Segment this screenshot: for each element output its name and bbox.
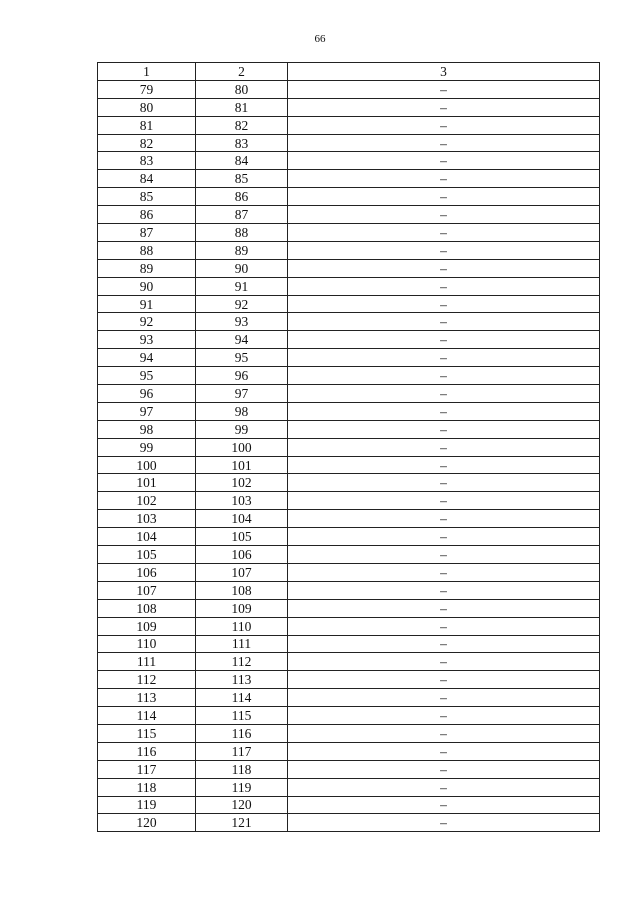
table-cell-col-1: 111 <box>98 653 196 671</box>
table-cell-col-1: 91 <box>98 295 196 313</box>
table-row <box>98 402 600 420</box>
table-cell-col-1: 113 <box>98 689 196 707</box>
table-cell-col-1: 110 <box>98 635 196 653</box>
table-cell-col-1: 120 <box>98 814 196 832</box>
table-row <box>98 599 600 617</box>
table-cell-col-3: – <box>288 402 600 420</box>
table-cell-col-3: – <box>288 456 600 474</box>
table-cell-col-2: 111 <box>196 635 288 653</box>
table-cell-col-2: 116 <box>196 724 288 742</box>
table-cell-col-1: 109 <box>98 617 196 635</box>
table-cell-col-3: – <box>288 474 600 492</box>
table-cell-col-3: – <box>288 742 600 760</box>
table-cell-col-3: – <box>288 259 600 277</box>
table-cell-col-1: 118 <box>98 778 196 796</box>
table-cell-col-1: 84 <box>98 170 196 188</box>
table-cell-col-1: 92 <box>98 313 196 331</box>
table-cell-col-1: 100 <box>98 456 196 474</box>
table-cell-col-3: – <box>288 707 600 725</box>
table-body <box>98 80 600 831</box>
table-cell-col-2: 119 <box>196 778 288 796</box>
table-cell-col-1: 86 <box>98 206 196 224</box>
table-cell-col-1: 101 <box>98 474 196 492</box>
table-cell-col-3: – <box>288 617 600 635</box>
table-cell-col-2: 95 <box>196 349 288 367</box>
table-cell-col-2: 99 <box>196 420 288 438</box>
table-cell-col-3: – <box>288 385 600 403</box>
table-cell-col-2: 90 <box>196 259 288 277</box>
table-row <box>98 796 600 814</box>
table-row <box>98 510 600 528</box>
table-row <box>98 689 600 707</box>
table-cell-col-2: 91 <box>196 277 288 295</box>
table-cell-col-2: 87 <box>196 206 288 224</box>
table-cell-col-2: 94 <box>196 331 288 349</box>
table-cell-col-1: 83 <box>98 152 196 170</box>
table-cell-col-3: – <box>288 98 600 116</box>
table-cell-col-3: – <box>288 277 600 295</box>
table-cell-col-1: 117 <box>98 760 196 778</box>
table-row <box>98 778 600 796</box>
table-cell-col-3: – <box>288 814 600 832</box>
table-row <box>98 80 600 98</box>
table-cell-col-1: 119 <box>98 796 196 814</box>
table-row <box>98 349 600 367</box>
column-header-3: 3 <box>288 63 600 81</box>
table-cell-col-1: 116 <box>98 742 196 760</box>
table-row <box>98 760 600 778</box>
table-cell-col-3: – <box>288 206 600 224</box>
table-row <box>98 528 600 546</box>
data-table <box>97 62 600 832</box>
table-cell-col-2: 105 <box>196 528 288 546</box>
table-cell-col-1: 89 <box>98 259 196 277</box>
table-row <box>98 814 600 832</box>
table-cell-col-2: 82 <box>196 116 288 134</box>
table-cell-col-3: – <box>288 599 600 617</box>
table-cell-col-3: – <box>288 188 600 206</box>
table-cell-col-1: 108 <box>98 599 196 617</box>
table-cell-col-3: – <box>288 528 600 546</box>
table-cell-col-3: – <box>288 349 600 367</box>
table-cell-col-1: 104 <box>98 528 196 546</box>
table-cell-col-2: 107 <box>196 563 288 581</box>
table-cell-col-2: 102 <box>196 474 288 492</box>
table-row <box>98 152 600 170</box>
table-row <box>98 295 600 313</box>
table-cell-col-3: – <box>288 152 600 170</box>
table-cell-col-3: – <box>288 510 600 528</box>
table-cell-col-1: 87 <box>98 224 196 242</box>
table-cell-col-1: 105 <box>98 546 196 564</box>
table-cell-col-3: – <box>288 295 600 313</box>
table-cell-col-1: 80 <box>98 98 196 116</box>
column-header-2: 2 <box>196 63 288 81</box>
table-row <box>98 313 600 331</box>
table-cell-col-2: 84 <box>196 152 288 170</box>
table-cell-col-1: 99 <box>98 438 196 456</box>
table-row <box>98 635 600 653</box>
table-cell-col-2: 81 <box>196 98 288 116</box>
table-cell-col-2: 101 <box>196 456 288 474</box>
table-row <box>98 456 600 474</box>
table-cell-col-1: 88 <box>98 241 196 259</box>
table-cell-col-3: – <box>288 653 600 671</box>
table-row <box>98 206 600 224</box>
table-cell-col-1: 103 <box>98 510 196 528</box>
header-row <box>98 63 600 81</box>
table-cell-col-1: 112 <box>98 671 196 689</box>
column-header-1: 1 <box>98 63 196 81</box>
table-row <box>98 116 600 134</box>
table-cell-col-3: – <box>288 134 600 152</box>
table-cell-col-2: 97 <box>196 385 288 403</box>
table-cell-col-1: 93 <box>98 331 196 349</box>
table-cell-col-3: – <box>288 492 600 510</box>
table-cell-col-3: – <box>288 367 600 385</box>
table-cell-col-3: – <box>288 420 600 438</box>
table-cell-col-3: – <box>288 796 600 814</box>
table-cell-col-3: – <box>288 724 600 742</box>
table-cell-col-2: 110 <box>196 617 288 635</box>
table-cell-col-2: 103 <box>196 492 288 510</box>
table-row <box>98 188 600 206</box>
table-row <box>98 259 600 277</box>
table-row <box>98 653 600 671</box>
table-row <box>98 134 600 152</box>
page-number: 66 <box>314 33 326 45</box>
table-cell-col-2: 117 <box>196 742 288 760</box>
table-cell-col-2: 88 <box>196 224 288 242</box>
table-row <box>98 385 600 403</box>
table-cell-col-3: – <box>288 331 600 349</box>
table-cell-col-2: 109 <box>196 599 288 617</box>
table-cell-col-3: – <box>288 581 600 599</box>
table-row <box>98 492 600 510</box>
table-cell-col-3: – <box>288 546 600 564</box>
table-cell-col-2: 106 <box>196 546 288 564</box>
table-row <box>98 241 600 259</box>
table-cell-col-1: 96 <box>98 385 196 403</box>
table-cell-col-2: 98 <box>196 402 288 420</box>
table-cell-col-3: – <box>288 224 600 242</box>
table-cell-col-1: 97 <box>98 402 196 420</box>
table-cell-col-2: 86 <box>196 188 288 206</box>
table-header <box>98 63 600 81</box>
table-cell-col-1: 79 <box>98 80 196 98</box>
table-row <box>98 331 600 349</box>
table-cell-col-1: 98 <box>98 420 196 438</box>
table-cell-col-2: 92 <box>196 295 288 313</box>
table-cell-col-3: – <box>288 689 600 707</box>
table-cell-col-2: 104 <box>196 510 288 528</box>
table-cell-col-2: 114 <box>196 689 288 707</box>
table-row <box>98 438 600 456</box>
table-row <box>98 224 600 242</box>
table-cell-col-3: – <box>288 635 600 653</box>
table-row <box>98 724 600 742</box>
table-cell-col-3: – <box>288 778 600 796</box>
table-row <box>98 671 600 689</box>
table-row <box>98 546 600 564</box>
table-row <box>98 707 600 725</box>
table-cell-col-2: 93 <box>196 313 288 331</box>
table-cell-col-1: 81 <box>98 116 196 134</box>
table-cell-col-2: 108 <box>196 581 288 599</box>
table-cell-col-1: 85 <box>98 188 196 206</box>
table-cell-col-3: – <box>288 116 600 134</box>
table-cell-col-2: 120 <box>196 796 288 814</box>
table-cell-col-1: 114 <box>98 707 196 725</box>
table-row <box>98 277 600 295</box>
table-cell-col-2: 112 <box>196 653 288 671</box>
table-cell-col-1: 90 <box>98 277 196 295</box>
table-cell-col-1: 102 <box>98 492 196 510</box>
table-cell-col-1: 107 <box>98 581 196 599</box>
table-cell-col-3: – <box>288 313 600 331</box>
table-cell-col-2: 80 <box>196 80 288 98</box>
table-cell-col-3: – <box>288 438 600 456</box>
table-cell-col-2: 89 <box>196 241 288 259</box>
table-row <box>98 170 600 188</box>
table-row <box>98 581 600 599</box>
table-row <box>98 367 600 385</box>
table-row <box>98 420 600 438</box>
table-cell-col-3: – <box>288 563 600 581</box>
table-row <box>98 563 600 581</box>
table-cell-col-2: 83 <box>196 134 288 152</box>
table-row <box>98 98 600 116</box>
table-cell-col-1: 115 <box>98 724 196 742</box>
table-cell-col-1: 106 <box>98 563 196 581</box>
table-cell-col-2: 96 <box>196 367 288 385</box>
table-cell-col-2: 118 <box>196 760 288 778</box>
table-cell-col-1: 94 <box>98 349 196 367</box>
table-cell-col-2: 113 <box>196 671 288 689</box>
table-cell-col-1: 82 <box>98 134 196 152</box>
table-cell-col-3: – <box>288 671 600 689</box>
table-cell-col-2: 100 <box>196 438 288 456</box>
table-cell-col-3: – <box>288 241 600 259</box>
table-cell-col-2: 115 <box>196 707 288 725</box>
table-cell-col-2: 85 <box>196 170 288 188</box>
table-cell-col-1: 95 <box>98 367 196 385</box>
table-row <box>98 742 600 760</box>
table-row <box>98 617 600 635</box>
table-cell-col-3: – <box>288 760 600 778</box>
table-cell-col-3: – <box>288 80 600 98</box>
table-row <box>98 474 600 492</box>
table-cell-col-3: – <box>288 170 600 188</box>
table-cell-col-2: 121 <box>196 814 288 832</box>
